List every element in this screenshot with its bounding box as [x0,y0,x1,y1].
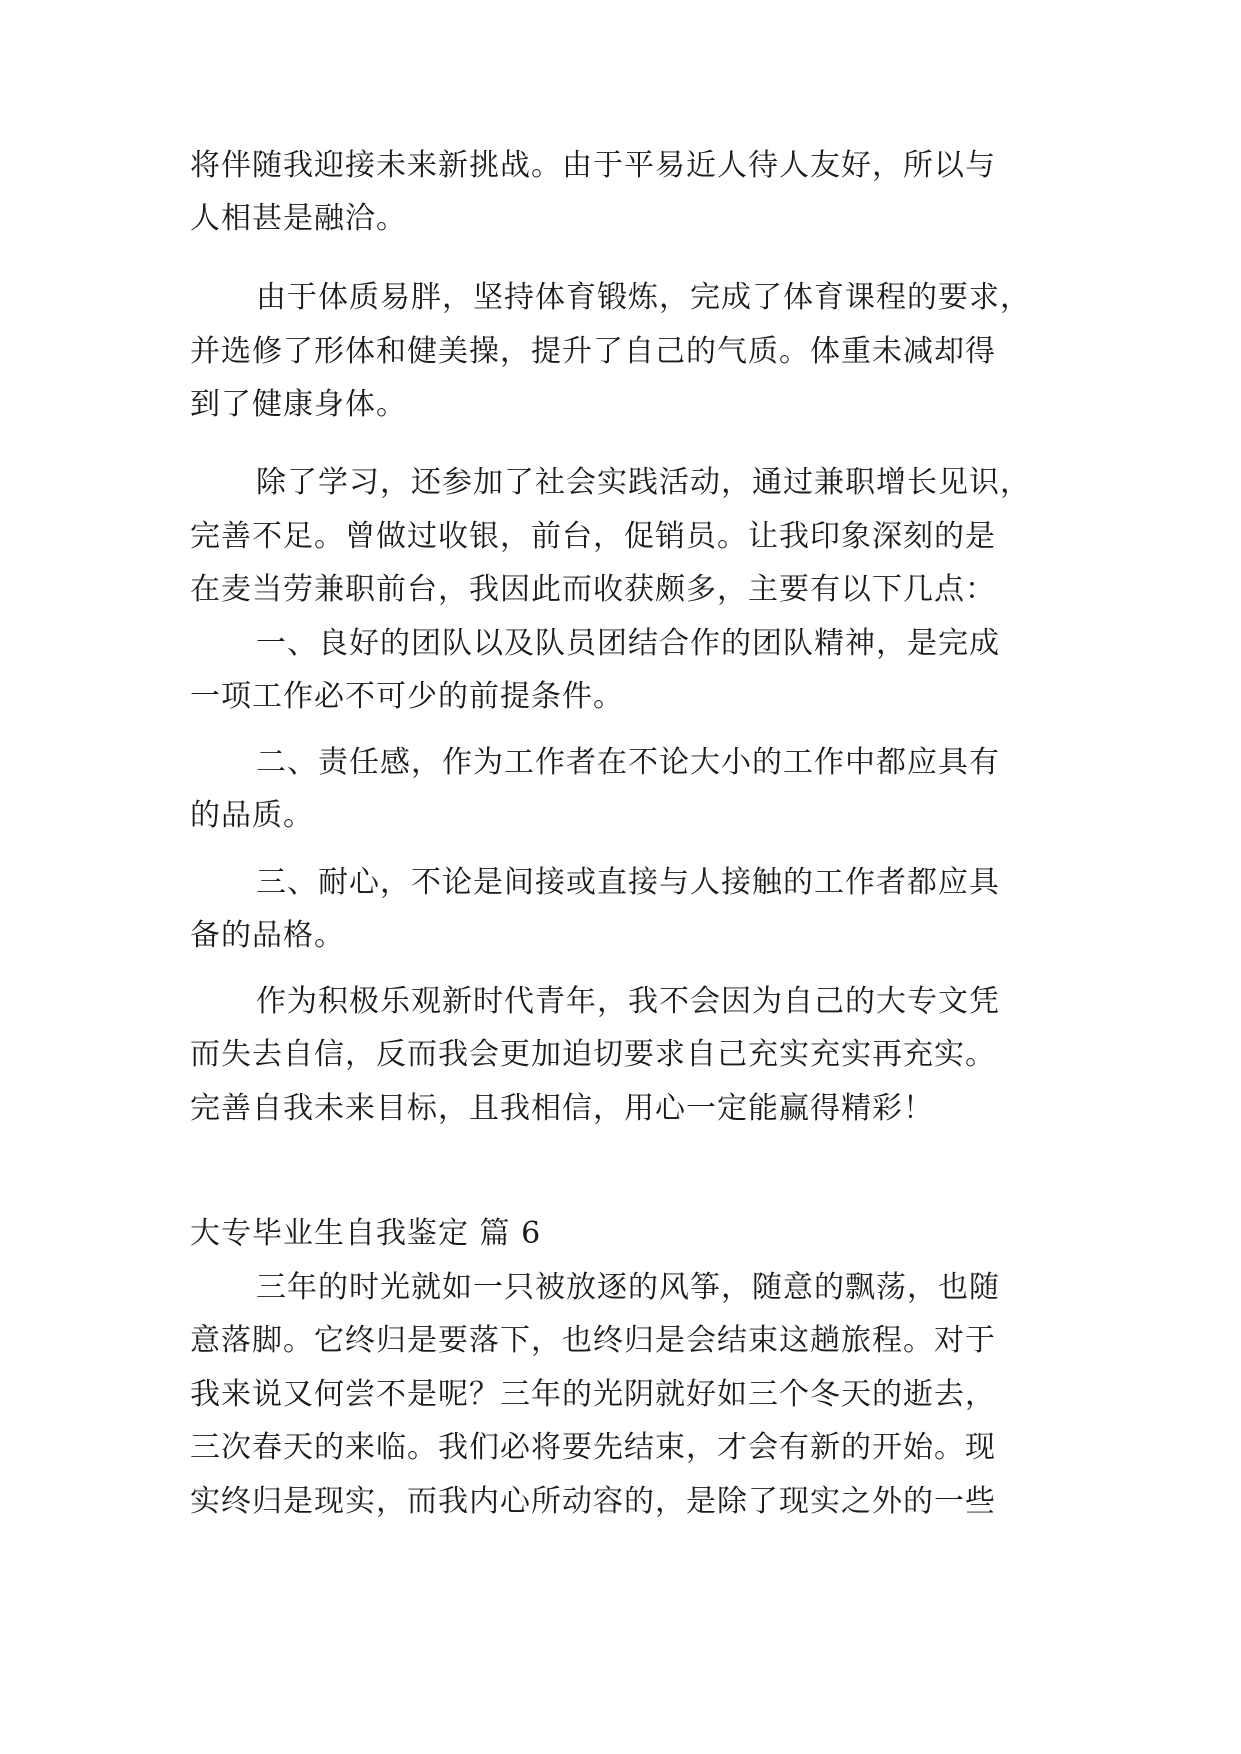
continuation-line: 人相甚是融洽。 [190,201,407,236]
paragraph-line: 三年的时光就如一只被放逐的风筝，随意的飘荡，也随 [256,1270,1000,1305]
paragraph-line: 由于体质易胖，坚持体育锻炼，完成了体育课程的要求， [256,280,1031,315]
list-item-line: 二、责任感，作为工作者在不论大小的工作中都应具有 [256,745,1000,780]
paragraph-line: 而失去自信，反而我会更加迫切要求自己充实充实再充实。 [190,1037,996,1072]
paragraph-line: 除了学习，还参加了社会实践活动，通过兼职增长见识， [256,465,1031,500]
paragraph-line: 意落脚。它终归是要落下，也终归是会结束这趟旅程。对于 [190,1323,996,1358]
paragraph-line: 三次春天的来临。我们必将要先结束，才会有新的开始。现 [190,1430,996,1465]
list-item-line: 备的品格。 [190,918,345,953]
list-item-line: 的品质。 [190,798,314,833]
paragraph-line: 在麦当劳兼职前台，我因此而收获颇多，主要有以下几点： [190,572,996,607]
paragraph-line: 到了健康身体。 [190,387,407,422]
continuation-line: 将伴随我迎接未来新挑战。由于平易近人待人友好，所以与 [190,148,996,183]
paragraph-line: 完善自我未来目标，且我相信，用心一定能赢得精彩！ [190,1091,934,1126]
paragraph-line: 实终归是现实，而我内心所动容的，是除了现实之外的一些 [190,1484,996,1519]
paragraph-line: 作为积极乐观新时代青年，我不会因为自己的大专文凭 [256,984,1000,1019]
section-heading: 大专毕业生自我鉴定 篇 6 [190,1216,542,1251]
paragraph-line: 并选修了形体和健美操，提升了自己的气质。体重未减却得 [190,334,996,369]
list-item-line: 一项工作必不可少的前提条件。 [190,679,624,714]
list-item-line: 一、良好的团队以及队员团结合作的团队精神，是完成 [256,626,1000,661]
list-item-line: 三、耐心，不论是间接或直接与人接触的工作者都应具 [256,865,1000,900]
paragraph-line: 完善不足。曾做过收银，前台，促销员。让我印象深刻的是 [190,519,996,554]
paragraph-line: 我来说又何尝不是呢？三年的光阴就好如三个冬天的逝去， [190,1377,996,1412]
